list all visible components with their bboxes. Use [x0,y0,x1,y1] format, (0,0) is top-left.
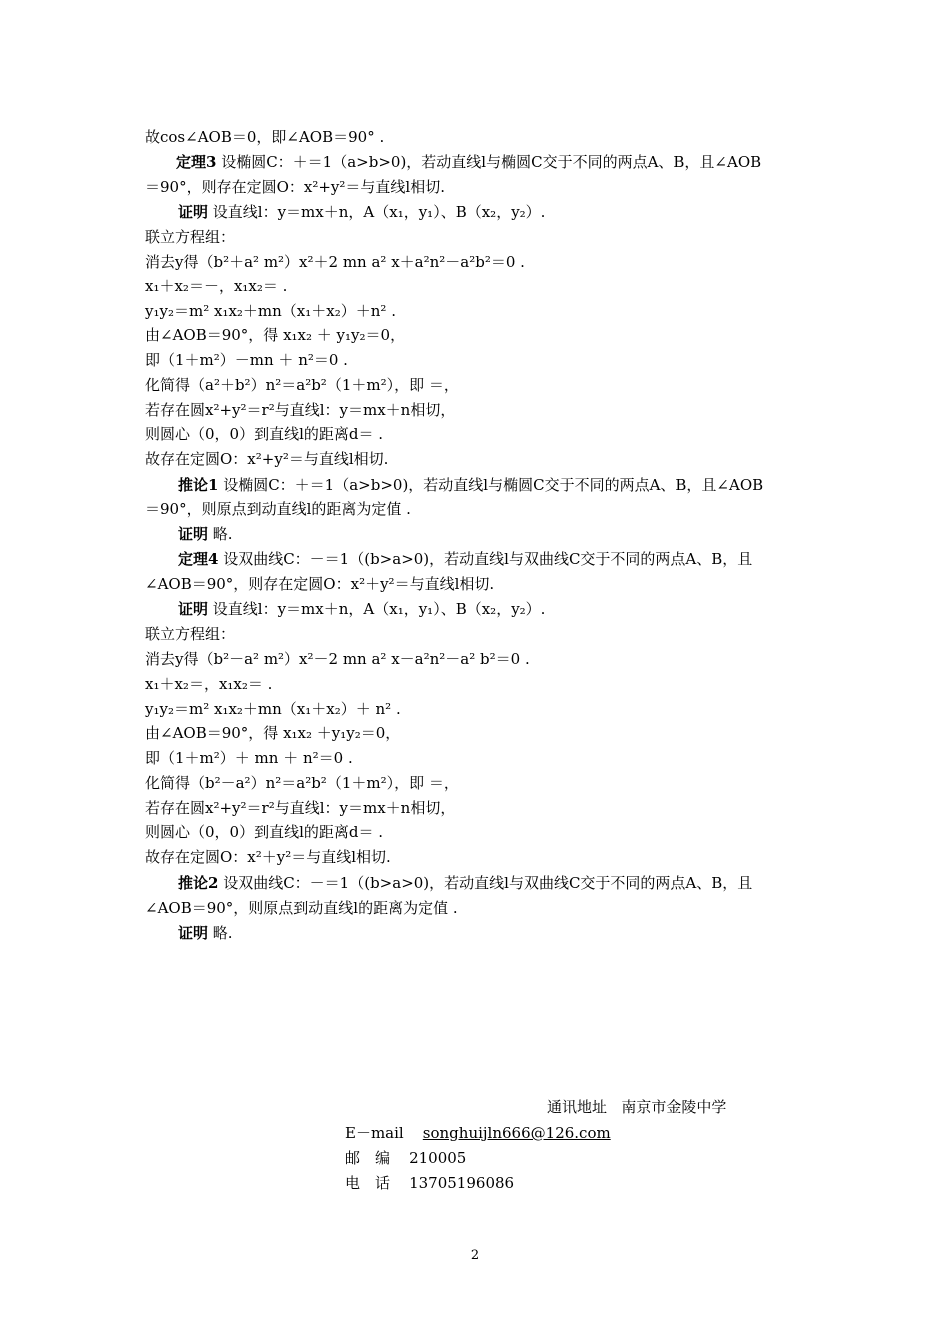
text-line: ＝90°，则存在定圆O：x²+y²＝与直线l相切. [145,178,445,196]
address-label: 通讯地址 [547,1098,608,1116]
contact-email [345,1122,611,1144]
theorem-3-heading [176,150,816,174]
text-line: 即（1＋m²）＋ mn ＋ n²＝0 . [145,749,353,767]
text-line: 故cos∠AOB＝0，即∠AOB＝90° . [145,128,385,146]
email-link[interactable]: songhuijln666@126.com [422,1124,611,1142]
text-line: 消去y得（b²＋a² m²）x²＋2 mn a² x＋a²n²－a²b²＝0 . [145,253,525,271]
text-line: ∠AOB＝90°，则原点到动直线l的距离为定值 . [145,899,458,917]
text-line: 由∠AOB＝90°，得 x₁x₂ ＋y₁y₂＝0， [145,724,401,742]
corollary-text: 设椭圆C：＋＝1（a>b>0)，若动直线l与椭圆C交于不同的两点A、B，且∠AOB [218,476,764,494]
contact-postcode [345,1147,466,1169]
corollary-label: 推论2 [178,874,219,892]
postcode-value: 210005 [409,1149,467,1167]
contact-phone [345,1172,514,1194]
phone-value: 13705196086 [409,1174,515,1192]
proof-label: 证明 [178,525,209,543]
text-line: 则圆心（0，0）到直线l的距离d＝ . [145,823,384,841]
text-line: y₁y₂＝m² x₁x₂＋mn（x₁＋x₂）＋n² . [145,302,396,320]
proof-heading [178,921,818,945]
text-line: 化简得（b²－a²）n²＝a²b²（1＋m²），即 ＝， [145,774,459,792]
text-line: ∠AOB＝90°，则存在定圆O：x²＋y²＝与直线l相切. [145,575,495,593]
proof-label: 证明 [178,924,209,942]
contact-address [547,1096,726,1118]
text-line: 化简得（a²＋b²）n²＝a²b²（1＋m²），即 ＝， [145,376,459,394]
text-line: 联立方程组： [145,625,236,643]
text-line: y₁y₂＝m² x₁x₂＋mn（x₁＋x₂）＋ n² . [145,700,401,718]
text-line: 若存在圆x²+y²＝r²与直线l：y＝mx＋n相切， [145,401,456,419]
page-number: 2 [470,1248,480,1263]
text-line: ＝90°，则原点到动直线l的距离为定值 . [145,500,411,518]
proof-text: 设直线l：y＝mx＋n，A（x₁，y₁）、B（x₂，y₂）. [208,203,546,221]
text-line: 即（1＋m²）－mn ＋ n²＝0 . [145,351,348,369]
corollary-2-heading [178,871,818,895]
text-line: 则圆心（0，0）到直线l的距离d＝ . [145,425,384,443]
proof-label: 证明 [178,203,209,221]
text-line: 联立方程组： [145,228,236,246]
text-line: 消去y得（b²－a² m²）x²－2 mn a² x－a²n²－a² b²＝0 . [145,650,530,668]
proof-text: 设直线l：y＝mx＋n，A（x₁，y₁）、B（x₂，y₂）. [208,600,546,618]
text-line: 若存在圆x²+y²＝r²与直线l：y＝mx＋n相切， [145,799,456,817]
proof-text: 略. [208,525,233,543]
proof-heading [178,522,818,546]
theorem-text: 设双曲线C：－＝1（(b>a>0)，若动直线l与双曲线C交于不同的两点A、B，且 [218,550,753,568]
proof-heading [178,597,818,621]
address-value: 南京市金陵中学 [621,1098,727,1116]
postcode-label: 邮 编 [345,1149,391,1167]
proof-text: 略. [208,924,233,942]
corollary-1-heading [178,473,818,497]
proof-heading [178,200,818,224]
phone-label: 电 话 [345,1174,391,1192]
text-line: 由∠AOB＝90°，得 x₁x₂ ＋ y₁y₂＝0， [145,326,406,344]
text-line: 故存在定圆O：x²＋y²＝与直线l相切. [145,848,391,866]
text-line: x₁＋x₂＝，x₁x₂＝ . [145,675,273,693]
theorem-4-heading [178,547,818,571]
proof-label: 证明 [178,600,209,618]
theorem-label: 定理3 [176,153,217,171]
corollary-text: 设双曲线C：－＝1（(b>a>0)，若动直线l与双曲线C交于不同的两点A、B，且 [218,874,753,892]
theorem-label: 定理4 [178,550,219,568]
text-line: 故存在定圆O：x²+y²＝与直线l相切. [145,450,389,468]
email-label: E－mail [345,1124,404,1142]
corollary-label: 推论1 [178,476,219,494]
text-line: x₁＋x₂＝－，x₁x₂＝ . [145,277,288,295]
theorem-text: 设椭圆C：＋＝1（a>b>0)，若动直线l与椭圆C交于不同的两点A、B，且∠AOB [216,153,762,171]
